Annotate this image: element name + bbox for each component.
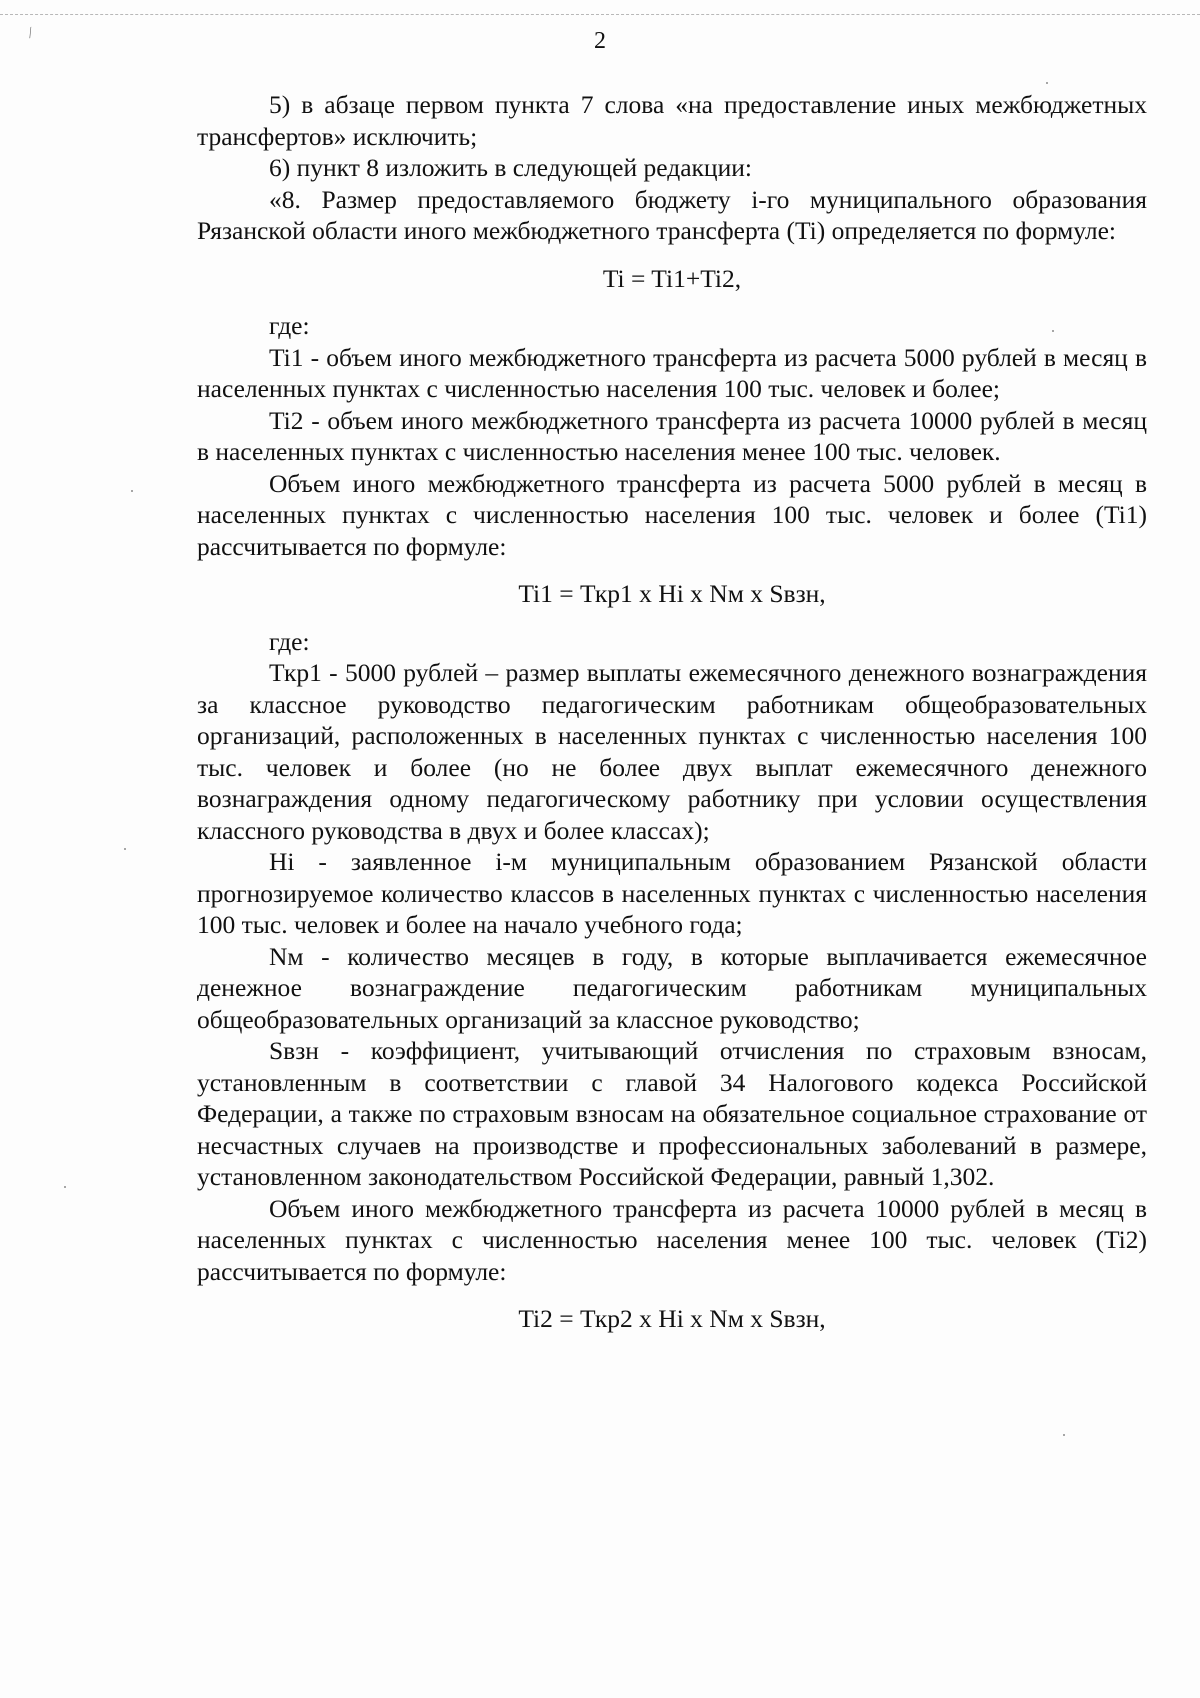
paragraph-point-8: «8. Размер предоставляемого бюджету i-го муниципального образования Рязанской области иного межбюджетного трансферта (Ti) определяется по формуле: (197, 184, 1147, 245)
definition-ti2: Ti2 - объем иного межбюджетного трансферта из расчета 10000 рублей в месяц в населенных пунктах с численностью населения менее 100 тыс. человек. (197, 405, 1147, 466)
formula-ti1: Ti1 = Ткр1 х Hi х Nм х Sвзн, (518, 579, 826, 608)
scan-speck (1046, 82, 1048, 84)
scan-speck (124, 848, 126, 850)
scan-corner-mark: ⁄ (26, 26, 36, 41)
scan-speck (1063, 1434, 1065, 1436)
definition-tkr1: Ткр1 - 5000 рублей – размер выплаты ежемесячного денежного вознаграждения за классное руководство педагогическим работникам общеобразовательных организаций, расположенных в населенных пунктах с численностью населения 100 тыс. человек и более (но не более двух выплат ежемесячного денежного вознаграждения одному педагогическому работнику при условии осуществления классного руководства в двух и более классах); (197, 658, 1147, 845)
definition-svzn: Sвзн - коэффициент, учитывающий отчисления по страховым взносам, установленным в соответствии с главой 34 Налогового кодекса Российской Федерации, а также по страховым взносам на обязательное социальное страхование от несчастных случаев на производстве и профессиональных заболеваний в размере, установленном законодательством Российской Федерации, равный 1,302. (197, 1036, 1147, 1191)
scan-speck (131, 490, 133, 492)
paragraph-ti1-calculation: Объем иного межбюджетного трансферта из расчета 5000 рублей в месяц в населенных пунктах с численностью населения 100 тыс. человек и более (Ti1) рассчитывается по формуле: (197, 468, 1147, 561)
scan-speck (64, 1186, 66, 1188)
where-label: где: (269, 626, 310, 656)
definition-nm: Nм - количество месяцев в году, в которые выплачивается ежемесячное денежное вознаграждение педагогическим работникам муниципальных общеобразовательных организаций за классное руководство; (197, 941, 1147, 1034)
where-label: где: (269, 311, 310, 340)
scan-edge-line (0, 14, 1200, 15)
page-number: 2 (594, 28, 606, 54)
document-body (197, 89, 1147, 1351)
paragraph-ti2-calculation: Объем иного межбюджетного трансферта из расчета 10000 рублей в месяц в населенных пунктах с численностью населения менее 100 тыс. человек (Ti2) рассчитывается по формуле: (197, 1193, 1147, 1286)
paragraph-item-5: 5) в абзаце первом пункта 7 слова «на предоставление иных межбюджетных трансфертов» исключить; (197, 90, 1147, 151)
formula-ti2: Ti2 = Ткр2 х Hi х Nм х Sвзн, (518, 1304, 826, 1333)
paragraph-item-6: 6) пункт 8 изложить в следующей редакции: (269, 153, 752, 182)
definition-hi: Hi - заявленное i-м муниципальным образованием Рязанской области прогнозируемое количество классов в населенных пунктах с численностью населения 100 тыс. человек и более на начало учебного года; (197, 847, 1147, 939)
formula-ti: Ti = Ti1+Ti2, (602, 263, 742, 293)
definition-ti1: Ti1 - объем иного межбюджетного трансферта из расчета 5000 рублей в месяц в населенных пунктах с численностью населения 100 тыс. человек и более; (197, 342, 1147, 403)
